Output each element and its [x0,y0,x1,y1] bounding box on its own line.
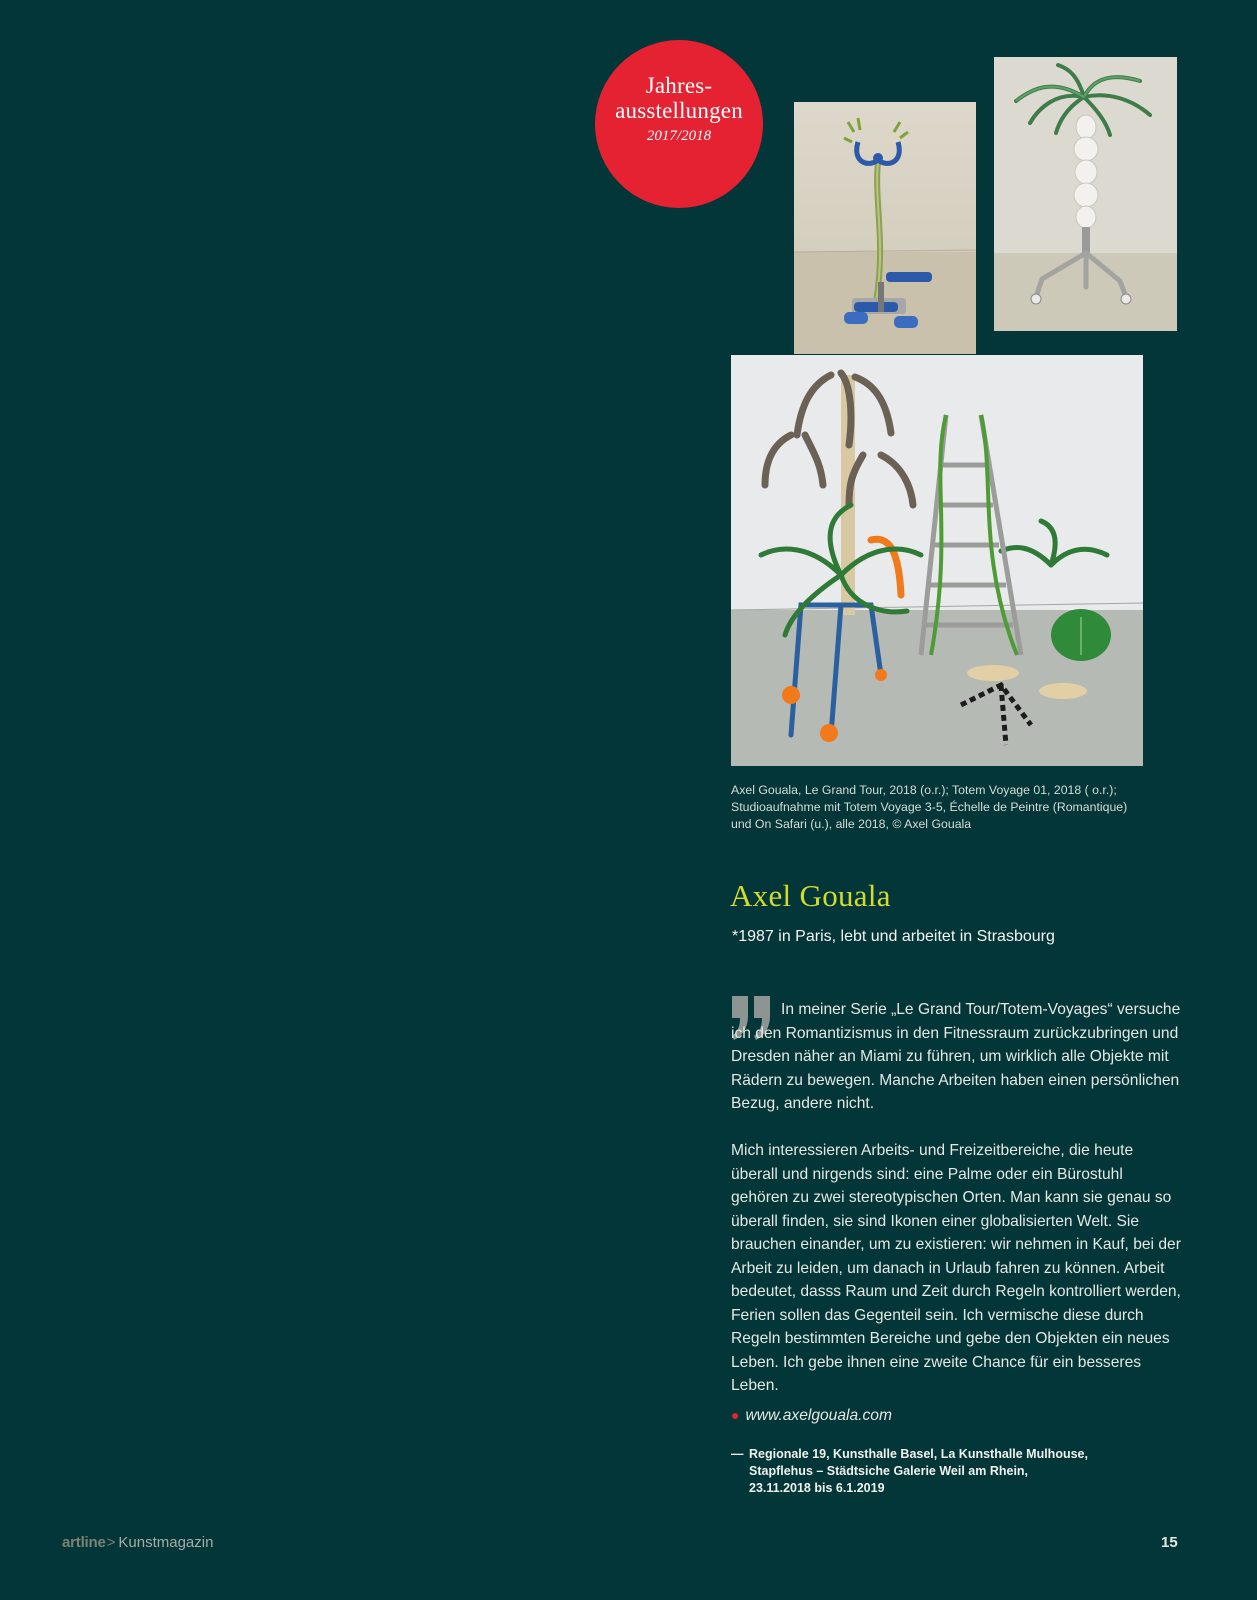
badge-line-1: Jahres- [645,73,713,98]
statement-paragraph-1: In meiner Serie „Le Grand Tour/Totem-Voyages“ versuche ich den Romantizismus in den Fitnessraum zurückzubringen und Dresden näher an Miami zu führen, um wirklich alle Objekte mit Rädern zu bewegen. Manche Arbeiten haben einen persönlichen Bezug, andere nicht. [731,1001,1181,1112]
page-number: 15 [1161,1534,1178,1551]
exhibition-venues: Regionale 19, Kunsthalle Basel, La Kunsthalle Mulhouse, [749,1447,1088,1461]
artwork-photo-le-grand-tour [794,102,976,354]
artwork-photo-studio [731,355,1143,766]
artist-bio: *1987 in Paris, lebt und arbeitet in Strasbourg [732,928,1055,945]
artwork-photo-le-grand-tour-image [794,102,976,354]
artwork-photo-studio-image [731,355,1143,766]
brand-separator: > [106,1534,116,1551]
caption-line-3: und On Safari (u.), alle 2018, © Axel Gouala [731,817,972,831]
exhibition-dash: — [731,1447,744,1461]
exhibition-line-1 [731,1446,1088,1463]
exhibition-dates: 23.11.2018 bis 6.1.2019 [749,1481,885,1495]
artline-logo: artline [62,1534,106,1551]
artwork-photo-totem-voyage-01-image [994,57,1177,331]
artwork-photo-totem-voyage-01 [994,57,1177,331]
footer-brand [62,1534,213,1551]
exhibition-info [731,1446,1088,1497]
website-url[interactable]: www.axelgouala.com [745,1407,892,1424]
magazine-name: Kunstmagazin [118,1534,214,1551]
exhibition-badge [595,40,763,208]
artist-statement [731,998,1181,1398]
exhibition-line-2: Stapflehus – Städtsiche Galerie Weil am Rhein, [749,1464,1029,1478]
badge-year: 2017/2018 [646,128,712,144]
bullet-dot-icon: ● [731,1407,740,1423]
caption-line-2: Studioaufnahme mit Totem Voyage 3-5, Échelle de Peintre (Romantique) [731,800,1128,814]
statement-paragraph-2: Mich interessieren Arbeits- und Freizeitbereiche, die heute überall und nirgends sind: eine Palme oder ein Bürostuhl gehören zu zwei stereotypischen Orten. Man kann sie genau so überall finden, sie sind Ikonen einer globalisierten Welt. Sie brauchen einander, um zu existieren: wir nehmen in Kauf, bei der Arbeit zu leiden, um danach in Urlaub fahren zu können. Arbeit bedeutet, dasss Raum und Zeit durch Regeln kontrolliert werden, Ferien sollen das Gegenteil sein. Ich vermische diese durch Regeln bestimmten Bereiche und gebe den Objekten ein neues Leben. Ich gebe ihnen eine zweite Chance für ein besseres Leben. [731,1142,1181,1394]
photo-caption [731,782,1171,833]
caption-line-1: Axel Gouala, Le Grand Tour, 2018 (o.r.); Totem Voyage 01, 2018 ( o.r.); [731,783,1117,797]
badge-line-2: ausstellungen [615,98,743,123]
artist-name: Axel Gouala [730,878,891,913]
website-link[interactable] [731,1407,892,1425]
